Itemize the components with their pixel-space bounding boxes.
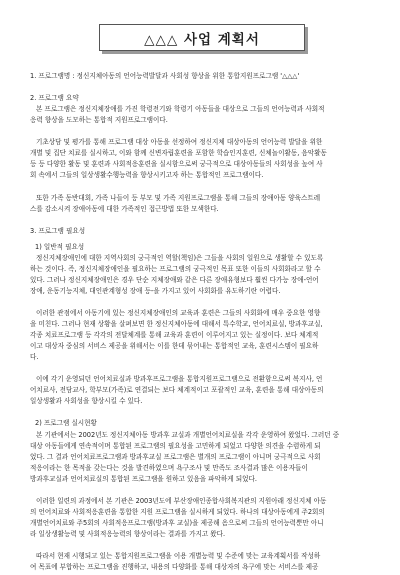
- paragraph-line: 있다. 그러나 정신지체장애인은 경우 단순 지체장애와 같은 다른 장애유형보다 훨씬 다가능 장애-언어: [30, 275, 319, 284]
- paragraph-line: 의 언어치료와 사회적응훈련을 통합한 지원 프로그램을 실시하게 되었다. 하나의 대상아동에게 주2회의: [30, 507, 325, 516]
- paragraph-line: 응력 향상을 도모하는 통합적 지원프로그램이다.: [30, 116, 168, 125]
- paragraph-line: 적응이라는 한 목적을 갖는다는 것을 발견하였으며 욕구조사 및 만족도 조사결과 많은 이용자들이: [30, 463, 308, 472]
- paragraph-line: 본 프로그램은 정신지체장애를 가진 학령전기와 학령기 아동들을 대상으로 그들의 언어능력과 사회적: [36, 105, 325, 114]
- paragraph-line: 하는 것이다. 즉, 정신지체장애인을 필요하는 프로그램의 궁극적인 목표 또한 이들의 사회화라고 할 수: [30, 264, 321, 273]
- paragraph-line: 여 목표에 부합하는 프로그램을 진행하고, 내용의 다양화를 통해 대상자의 욕구에 맞는 서비스를 제공: [30, 563, 319, 572]
- paragraph-line: 이고 대상자 중심의 서비스 제공을 위해서는 이를 한데 묶어내는 통합적인 교육, 훈련시스템이 필요하: [30, 342, 319, 351]
- paragraph-line: 정신지체장애인에 대한 지역사회의 궁극적인 역할(책임)은 그들을 사회의 일원으로 생활할 수 있도록: [36, 253, 324, 262]
- paragraph-line: 장애, 운동기능지체, 대인관계형성 장애 등-을 가지고 있어 사회화를 유도하기란 어렵다.: [30, 286, 281, 295]
- section-heading: 1. 프로그램명 : 정신지체아동의 언어능력발달과 사회성 향상을 위한 통합지원프로그램 '△△△': [30, 72, 300, 80]
- paragraph-line: 따라서 현재 시행되고 있는 통합지원프로그램을 이용 개별능력 및 수준에 맞는 교육계획서를 작성하: [36, 552, 321, 561]
- paragraph-line: 기초상담 및 평가를 통해 프로그램 대상 아동을 선정하여 정신지체 대상아동의 언어능력 발달을 위한: [36, 138, 323, 147]
- paragraph-line: 이러한 관점에서 아동기에 있는 정신지체장애인의 교육과 훈련은 그들의 사회화에 매우 중요한 영향: [36, 308, 321, 317]
- paragraph-line: 이러한 일련의 과정에서 본 기관은 2003년도에 부산장애인종합사회복지관의 지원아래 정신지체 아동: [36, 496, 327, 505]
- paragraph-line: 스를 감소시켜 장애아동에 대한 가족적인 접근방법 또한 모색한다.: [30, 204, 219, 213]
- paragraph-line: 개별 및 집단 치료를 실시하고, 이와 함께 신변자립훈련을 포함한 학습인지훈련, 신체놀이활동, 음악활동: [30, 149, 327, 158]
- paragraph-line: 어치료사, 전담교사, 학부모(가족)로 연결되는 보다 체계적이고 포괄적인 교육, 훈련을 통해 대상아동의: [30, 386, 324, 395]
- document-title: △△△ 사업 계획서: [144, 31, 260, 48]
- paragraph-line: 었다. 그 결과 언어치료프로그램과 방과후교실 프로그램은 별개의 프로그램이 아니며 궁극적으로 사회: [30, 452, 321, 461]
- paragraph-line: 라 일상생활능력 및 사회적응능력의 향상이라는 결과를 가지고 왔다.: [30, 529, 226, 538]
- paragraph-line: 또한 가족 동반대회, 가족 나들이 등 부모 및 가족 지원프로그램을 통해 그들의 장애아동 양육스트레: [36, 193, 321, 202]
- subsection-heading: 2) 프로그램 실시현황: [35, 419, 97, 428]
- title-box: [99, 24, 305, 51]
- paragraph-line: 이에 각기 운영되던 언어치료실과 방과후프로그램을 통합지원프로그램으로 전환함으로써 복지사, 언: [36, 375, 323, 384]
- document-body: [30, 71, 375, 573]
- section-heading: 3. 프로그램 필요성: [30, 226, 86, 235]
- paragraph-line: 다.: [30, 353, 39, 362]
- paragraph-line: 본 기관에서는 2002년도 정신지체아동 방과후 교실과 개별언어치료실을 각각 운영하여 왔었다. 그러던 중: [36, 430, 340, 439]
- section-heading: 2. 프로그램 요약: [30, 94, 79, 103]
- paragraph-line: 개별언어치료와 주5회의 사회적응프로그램(방과후 교실)을 제공해 옴으로써 그들의 언어능력뿐만 아니: [30, 518, 324, 527]
- paragraph-line: 을 미친다. 그러나 현재 상황을 살펴보면 한 정신지체아동에 대해서 특수학교, 언어치료실, 방과후교실,: [30, 320, 323, 329]
- paragraph-line: 등 등 다양한 활동 및 훈련과 사회적응훈련을 실시함으로써 궁극적으로 대상아동들의 사회성을 높여 사: [30, 160, 323, 169]
- paragraph-line: 일상생활과 사회성을 향상시킬 수 있다.: [30, 397, 143, 406]
- paragraph-line: 회 속에서 그들의 일상생활수행능력을 향상시키고자 하는 통합적인 프로그램이다.: [30, 171, 264, 180]
- paragraph-line: 방과후교실과 언어치료실의 통합된 프로그램을 원하고 있음을 파악하게 되었다.: [30, 474, 257, 483]
- subsection-heading: 1) 일반적 필요성: [35, 242, 85, 251]
- paragraph-line: 대상 아동들에게 연속적이며 통합된 프로그램의 필요성을 고민하게 되었고 다양한 의견을 수렴하게 되: [30, 441, 321, 450]
- paragraph-line: 각종 치료프로그램 등 각각의 전달체계를 통해 교육과 훈련이 이루어지고 있는 실정이다. 보다 체계적: [30, 331, 319, 340]
